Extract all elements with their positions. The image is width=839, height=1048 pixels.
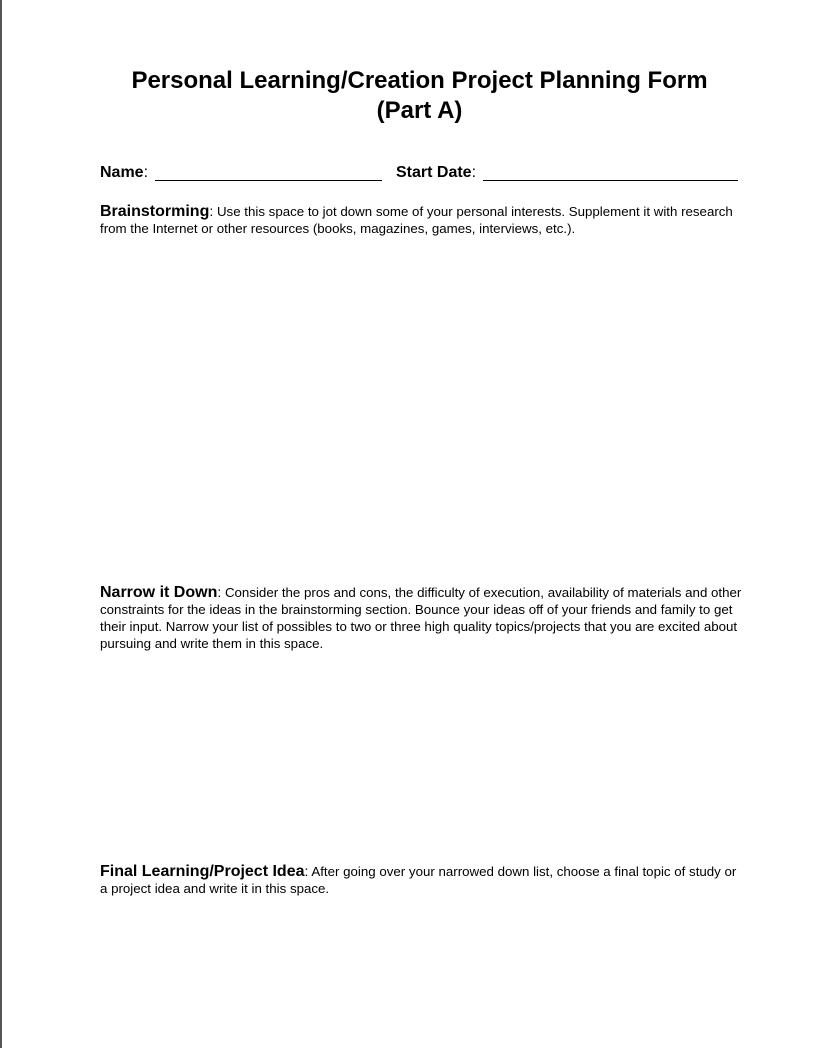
brainstorming-section: Brainstorming: Use this space to jot down some of your personal interests. Supplement it with research from the Internet or other resources (books, magazines, games, interviews, etc.). [100,203,733,236]
name-field-line[interactable] [155,180,382,181]
narrow-it-down-writing-space[interactable] [100,660,740,855]
name-label: Name: [100,164,149,181]
start-date-label: Start Date: [396,164,477,181]
header-fields-row [100,162,740,184]
brainstorming-writing-space[interactable] [100,245,740,575]
form-title-line-2: (Part A) [376,97,463,124]
brainstorming-heading: Brainstorming [100,203,210,220]
narrow-it-down-section: Narrow it Down: Consider the pros and cons, the difficulty of execution, availability of materials and other constraints for the ideas in the brainstorming section. Bounce your ideas off of your friends and family to get their input. Narrow your list of possibles to two or three high quality topics/projects that you are excited about pursuing and write them in this space. [100,584,742,651]
narrow-it-down-heading: Narrow it Down [100,584,218,601]
form-title-line-1: Personal Learning/Creation Project Planning Form [131,67,708,94]
start-date-field-line[interactable] [483,180,738,181]
final-idea-heading: Final Learning/Project Idea [100,863,305,880]
form-title [0,66,839,126]
narrow-it-down-instructions: Consider the pros and cons, the difficulty of execution, availability of materials and other constraints for the ideas in the brainstorming section. Bounce your ideas off of your friends and family to get their input. Narrow your list of possibles to two or three high quality topics/projects that you are excited about pursuing and write them in this space. [100,585,742,651]
brainstorming-instructions: Use this space to jot down some of your personal interests. Supplement it with research from the Internet or other resources (books, magazines, games, interviews, etc.). [100,204,733,236]
final-idea-writing-space[interactable] [100,905,740,1035]
final-idea-instructions: After going over your narrowed down list, choose a final topic of study or a project idea and write it in this space. [100,864,737,896]
page-left-edge [0,0,2,1048]
final-idea-section: Final Learning/Project Idea: After going over your narrowed down list, choose a final topic of study or a project idea and write it in this space. [100,863,737,896]
